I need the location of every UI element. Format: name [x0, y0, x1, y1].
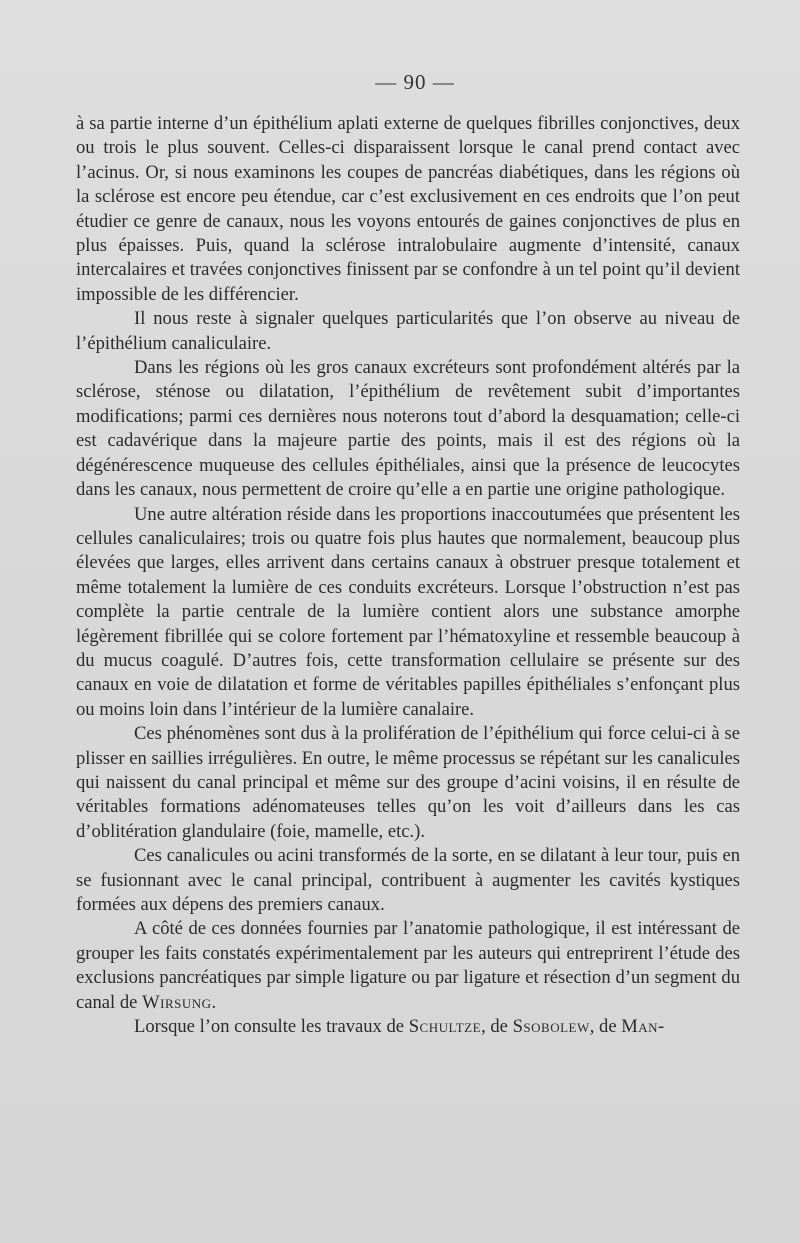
paragraph: à sa partie interne d’un épithélium aplati externe de quelques fibrilles conjonctives, deux ou trois le plus souvent. Celles-ci disparaissent lorsque le canal prend contact avec l’acinus. Or, si nous examinons les coupes de pancréas diabétiques, dans les régions où la sclérose est encore peu étendue, car c’est exclusivement en ces endroits que l’on peut étudier ce genre de canaux, nous les voyons entourés de gaines conjonctives de plus en plus épaisses. Puis, quand la sclérose intralobulaire augmente d’intensité, canaux intercalaires et travées conjonctives finissent par se confondre à un tel point qu’il devient impossible de les différencier.: [76, 113, 740, 305]
paragraph: Une autre altération réside dans les proportions inaccoutumées que présentent les cellules canaliculaires; trois ou quatre fois plus hautes que normalement, beaucoup plus élevées que larges, elles arrivent dans certains canaux à obstruer presque totalement et même totalement la lumière de ces conduits excréteurs. Lorsque l’obstruction n’est pas complète la partie centrale de la lumière contient alors une substance amorphe légèrement fibrillée qui se colore fortement par l’hématoxyline et ressemble beaucoup à du mucus coagulé. D’autres fois, cette transformation cellulaire se présente sur des canaux en voie de dilatation et forme de véritables papilles épithéliales s’enfonçant plus ou moins loin dans l’intérieur de la lumière canalaire.: [76, 503, 740, 720]
paragraph: Ces phénomènes sont dus à la prolifération de l’épithélium qui force celui-ci à se plisser en saillies irrégulières. En outre, le même processus se répétant sur les canalicules qui naissent du canal principal et même sur des groupe d’acini voisins, il en résulte de véritables formations adénomateuses telles qu’on les voit d’ailleurs dans les cas d’oblitération glandulaire (foie, mamelle, etc.).: [76, 723, 740, 842]
author-name: Ssobolew: [512, 1016, 590, 1038]
paragraph-text: Lorsque l’on consulte les travaux de: [134, 1016, 409, 1038]
paragraph: Ces canalicules ou acini transformés de la sorte, en se dilatant à leur tour, puis en se fusionnant avec le canal principal, contribuent à augmenter les cavités kystiques formées aux dépens des premiers canaux.: [76, 845, 740, 915]
paragraph-text: .: [211, 991, 217, 1013]
paragraph: [76, 1015, 740, 1039]
author-name: Wirsung: [142, 991, 212, 1013]
paragraph-text: , de: [589, 1016, 622, 1038]
page-number: — 90 —: [375, 70, 455, 94]
paragraph: Dans les régions où les gros canaux excréteurs sont profondément altérés par la sclérose, sténose ou dilatation, l’épithélium de revêtement subit d’importantes modifications; parmi ces dernières nous noterons tout d’abord la desquamation; celle-ci est cadavérique dans la majeure partie des points, mais il est des régions où la dégénérescence muqueuse des cellules épithéliales, ainsi que la présence de leucocytes dans les canaux, nous permettent de croire qu’elle a en partie une origine pathologique.: [76, 357, 740, 501]
paragraph: Il nous reste à signaler quelques particularités que l’on observe au niveau de l’épithélium canaliculaire.: [76, 308, 740, 354]
paragraph-text: , de: [481, 1016, 513, 1038]
author-name: Schultze: [408, 1016, 482, 1038]
author-name: Man-: [621, 1016, 665, 1038]
body-text: [76, 112, 740, 1039]
paragraph: [76, 917, 740, 1015]
paragraph-text: A côté de ces données fournies par l’anatomie pathologique, il est intéressant de grouper les faits constatés expérimentalement par les auteurs qui entreprirent l’étude des exclusions pancréatiques par simple ligature ou par ligature et résection d’un segment du canal de: [76, 918, 740, 1013]
